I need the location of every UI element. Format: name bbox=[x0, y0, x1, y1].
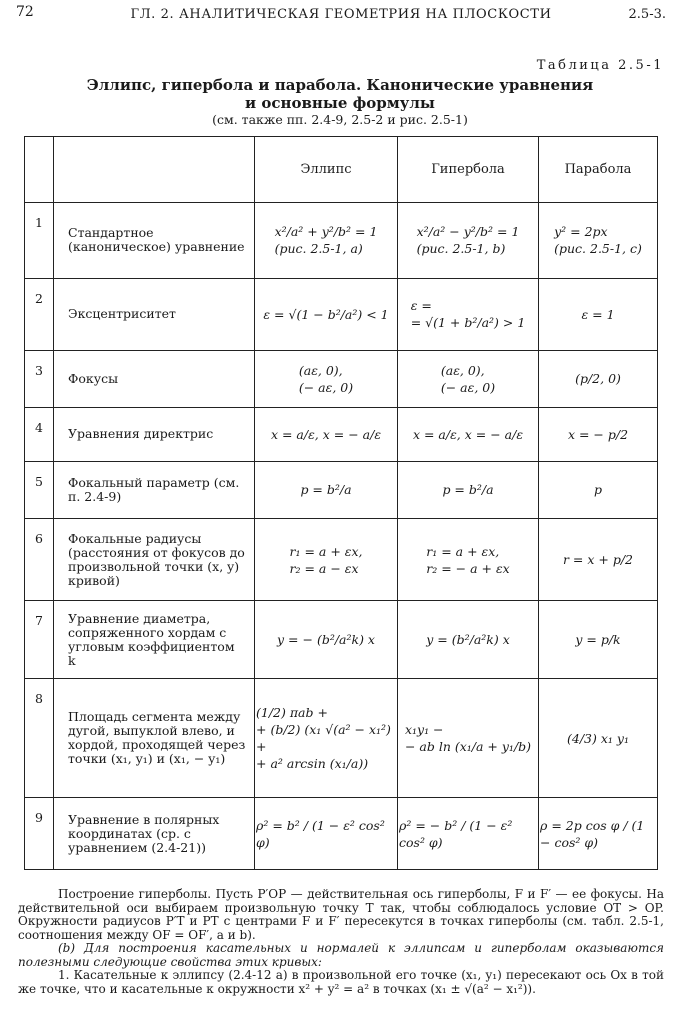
row-number: 8 bbox=[35, 691, 43, 707]
ellipse-formula-cell bbox=[255, 679, 398, 798]
row-number-cell bbox=[25, 350, 54, 407]
ellipse-formula: x = a/ε, x = − a/ε bbox=[270, 426, 382, 442]
ellipse-formula-cell bbox=[255, 408, 398, 461]
hyperbola-formula-cell bbox=[398, 601, 539, 679]
parabola-formula-cell bbox=[539, 350, 658, 407]
paragraph-hyperbola-construction: Построение гиперболы. Пусть P′OP — действительная ось гиперболы, F и F′ — ее фокусы. На действительной оси выбираем произвольную точку T так, чтобы соблюдалось условие OT > OP. Окружности радиусов P′T и PT с центрами F и F′ пересекутся в точках гиперболы (см. табл. 2.5-1, соотношения между OF = OF′, a и b). bbox=[18, 887, 664, 942]
hyperbola-formula-cell bbox=[398, 679, 539, 798]
ellipse-formula: ρ² = b² / (1 − ε² cos² φ) bbox=[256, 817, 385, 850]
row-property-name-cell bbox=[54, 203, 255, 279]
hyperbola-formula-cell bbox=[398, 461, 539, 518]
paragraph-ellipse-tangents: 1. Касательные к эллипсу (2.4-12 a) в произвольной его точке (x₁, y₁) пересекают ось Ox в той же точке, что и касательные к окружности x² + y² = a² в точках (x₁ ± √(a² − x₁²)). bbox=[18, 968, 664, 996]
row-number: 1 bbox=[35, 215, 43, 230]
row-number-cell bbox=[25, 278, 54, 350]
row-number: 4 bbox=[35, 420, 43, 436]
parabola-formula-cell bbox=[539, 519, 658, 601]
parabola-formula-cell bbox=[539, 278, 658, 350]
parabola-formula: y = p/k bbox=[575, 632, 621, 648]
ellipse-formula: y = − (b²/a²k) x bbox=[277, 632, 375, 648]
hyperbola-formula: x = a/ε, x = − a/ε bbox=[412, 426, 524, 442]
table-row bbox=[25, 798, 658, 870]
ellipse-formula-cell bbox=[255, 601, 398, 679]
parabola-formula: (4/3) x₁ y₁ bbox=[567, 730, 629, 746]
parabola-formula: x = − p/2 bbox=[567, 426, 629, 442]
row-property-name-cell bbox=[54, 278, 255, 350]
table-row bbox=[25, 519, 658, 601]
hyperbola-formula: ε = = √(1 + b²/a²) > 1 bbox=[410, 298, 526, 331]
row-number: 5 bbox=[35, 473, 43, 489]
row-number-cell bbox=[25, 679, 54, 798]
hyperbola-formula: r₁ = a + εx, r₂ = − a + εx bbox=[426, 543, 510, 576]
ellipse-formula: p = b²/a bbox=[300, 482, 352, 498]
table-row bbox=[25, 679, 658, 798]
row-number-cell bbox=[25, 519, 54, 601]
hyperbola-formula-cell bbox=[398, 203, 539, 279]
row-property-name: Уравнение диаметра, сопряженного хордам с угловым коэффициентом k bbox=[68, 610, 235, 668]
table-body bbox=[25, 203, 658, 870]
hyperbola-formula: x²/a² − y²/b² = 1 (рис. 2.5-1, b) bbox=[416, 224, 520, 257]
row-property-name: Фокальные радиусы (расстояния от фокусов до произвольной точки (x, y) кривой) bbox=[68, 530, 245, 588]
hyperbola-formula: x₁y₁ − − ab ln (x₁/a + y₁/b) bbox=[404, 722, 532, 755]
row-property-name: Уравнения директрис bbox=[68, 426, 214, 442]
row-property-name: Эксцентриситет bbox=[68, 306, 176, 322]
row-property-name-cell bbox=[54, 408, 255, 461]
section-number: 2.5-3. bbox=[628, 7, 666, 22]
ellipse-formula: r₁ = a + εx, r₂ = a − εx bbox=[289, 543, 363, 576]
table-row bbox=[25, 601, 658, 679]
header-name-cell bbox=[54, 137, 255, 203]
hyperbola-formula: ρ² = − b² / (1 − ε² cos² φ) bbox=[399, 817, 513, 850]
row-number: 3 bbox=[35, 362, 43, 378]
row-number-cell bbox=[25, 461, 54, 518]
row-property-name: Стандартное (каноническое) уравнение bbox=[68, 225, 245, 255]
row-property-name: Площадь сегмента между дугой, выпуклой влево, и хордой, проходящей через точки (x₁, y₁) и (x₁, − y₁) bbox=[68, 709, 246, 767]
parabola-formula: r = x + p/2 bbox=[562, 552, 634, 568]
table-label: Таблица 2.5-1 bbox=[536, 58, 664, 73]
ellipse-formula: (1/2) πab + + (b/2) (x₁ √(a² − x₁²) + + a² arcsin (x₁/a)) bbox=[256, 705, 391, 772]
parabola-formula-cell bbox=[539, 601, 658, 679]
table-row bbox=[25, 203, 658, 279]
ellipse-formula: x²/a² + y²/b² = 1 (рис. 2.5-1, a) bbox=[274, 224, 378, 257]
ellipse-formula-cell bbox=[255, 278, 398, 350]
column-header-parabola: Парабола bbox=[539, 137, 658, 203]
formula-table bbox=[24, 136, 658, 870]
column-header-ellipse: Эллипс bbox=[255, 137, 398, 203]
row-property-name-cell bbox=[54, 679, 255, 798]
row-number-cell bbox=[25, 601, 54, 679]
row-property-name-cell bbox=[54, 601, 255, 679]
hyperbola-formula: y = (b²/a²k) x bbox=[426, 632, 510, 648]
row-property-name: Фокальный параметр (см. п. 2.4-9) bbox=[68, 474, 240, 504]
parabola-formula-cell bbox=[539, 798, 658, 870]
table-subtitle: (см. также пп. 2.4-9, 2.5-2 и рис. 2.5-1) bbox=[212, 112, 468, 127]
chapter-title: ГЛ. 2. АНАЛИТИЧЕСКАЯ ГЕОМЕТРИЯ НА ПЛОСКОСТИ bbox=[130, 7, 552, 22]
ellipse-formula: ε = √(1 − b²/a²) < 1 bbox=[263, 306, 389, 322]
ellipse-formula-cell bbox=[255, 350, 398, 407]
parabola-formula: y² = 2px (рис. 2.5-1, c) bbox=[554, 224, 642, 257]
row-number-cell bbox=[25, 203, 54, 279]
parabola-formula: ρ = 2p cos φ / (1 − cos² φ) bbox=[540, 817, 645, 850]
row-number: 2 bbox=[35, 290, 43, 306]
row-property-name: Уравнение в полярных координатах (ср. с уравнением (2.4-21)) bbox=[68, 811, 220, 855]
parabola-formula-cell bbox=[539, 408, 658, 461]
hyperbola-formula-cell bbox=[398, 798, 539, 870]
row-property-name-cell bbox=[54, 461, 255, 518]
hyperbola-formula-cell bbox=[398, 350, 539, 407]
row-property-name: Фокусы bbox=[68, 370, 119, 386]
parabola-formula-cell bbox=[539, 679, 658, 798]
running-header bbox=[16, 4, 666, 26]
parabola-formula: ε = 1 bbox=[581, 306, 615, 322]
row-number-cell bbox=[25, 798, 54, 870]
table-row bbox=[25, 350, 658, 407]
ellipse-formula: (aε, 0), (− aε, 0) bbox=[298, 362, 354, 395]
row-property-name-cell bbox=[54, 519, 255, 601]
row-number-cell bbox=[25, 408, 54, 461]
header-num-cell bbox=[25, 137, 54, 203]
hyperbola-formula: p = b²/a bbox=[442, 482, 494, 498]
row-number: 9 bbox=[35, 810, 43, 826]
row-number: 7 bbox=[35, 613, 43, 629]
page-number: 72 bbox=[16, 4, 34, 20]
ellipse-formula-cell bbox=[255, 798, 398, 870]
ellipse-formula-cell bbox=[255, 519, 398, 601]
ellipse-formula-cell bbox=[255, 203, 398, 279]
hyperbola-formula: (aε, 0), (− aε, 0) bbox=[440, 362, 496, 395]
row-number: 6 bbox=[35, 531, 43, 547]
column-header-hyperbola: Гипербола bbox=[398, 137, 539, 203]
parabola-formula: (p/2, 0) bbox=[575, 371, 621, 387]
parabola-formula-cell bbox=[539, 461, 658, 518]
paragraph-tangent-properties: (b) Для построения касательных и нормалей к эллипсам и гиперболам оказываются полезными следующие свойства этих кривых: bbox=[18, 941, 664, 969]
table-row bbox=[25, 278, 658, 350]
row-property-name-cell bbox=[54, 798, 255, 870]
parabola-formula-cell bbox=[539, 203, 658, 279]
ellipse-formula-cell bbox=[255, 461, 398, 518]
table-row bbox=[25, 461, 658, 518]
parabola-formula: p bbox=[593, 482, 602, 498]
hyperbola-formula-cell bbox=[398, 519, 539, 601]
hyperbola-formula-cell bbox=[398, 278, 539, 350]
table-title: Эллипс, гипербола и парабола. Канонические уравнения и основные формулы bbox=[86, 76, 594, 112]
table-row bbox=[25, 408, 658, 461]
table-header-row bbox=[25, 137, 658, 203]
row-property-name-cell bbox=[54, 350, 255, 407]
hyperbola-formula-cell bbox=[398, 408, 539, 461]
